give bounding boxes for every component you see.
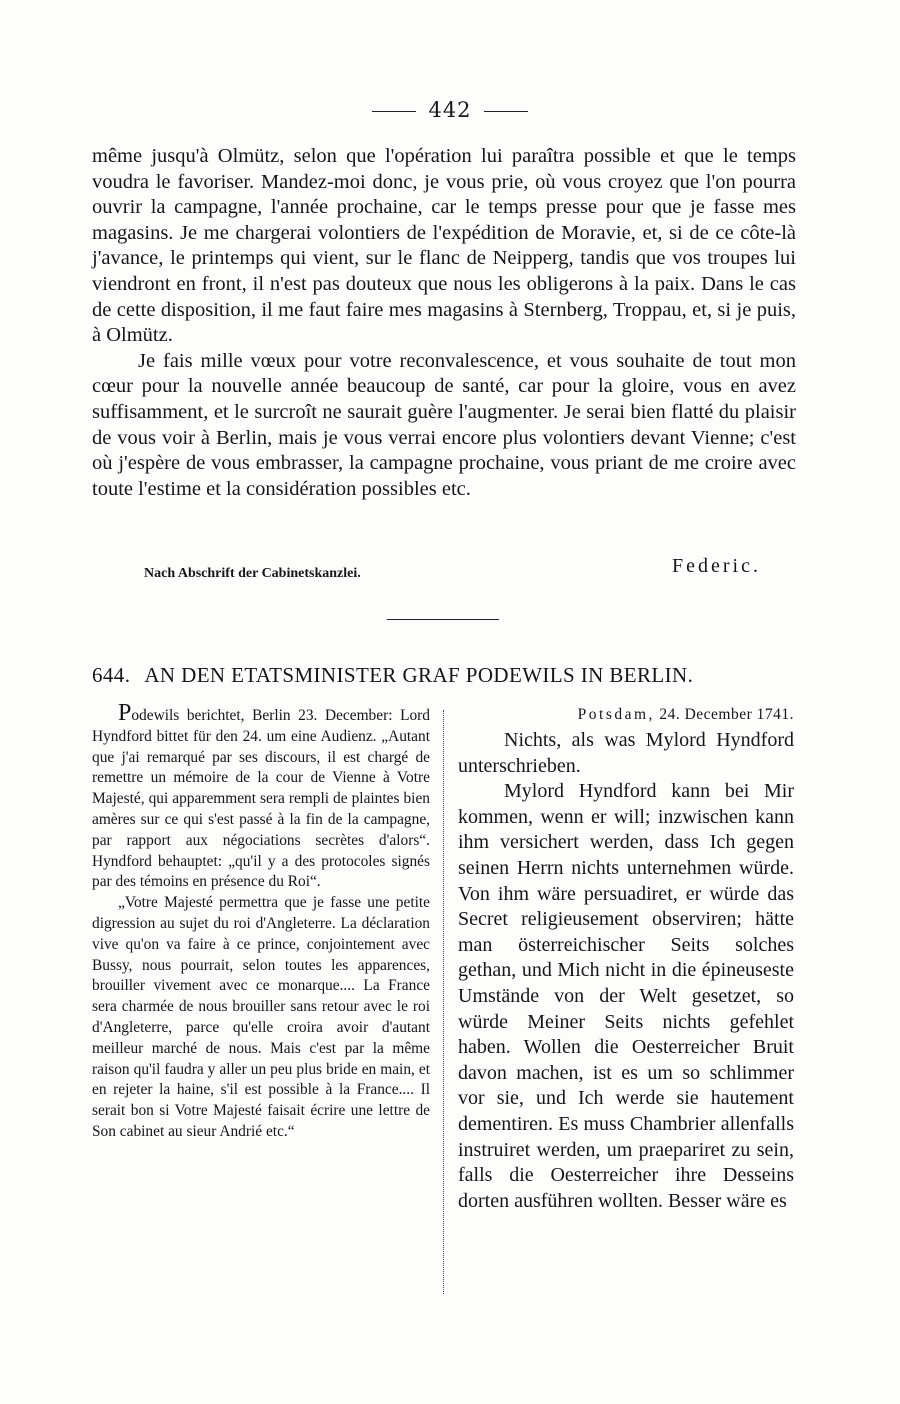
section-divider: [387, 619, 499, 620]
letter-paragraph-1: même jusqu'à Olmütz, selon que l'opération lui paraîtra possible et que le temps voudra le favoriser. Mandez-moi donc, je vous prie, où vous croyez que l'on pourra ouvrir la campagne, l'année prochaine, car le temps presse pour que je fasse mes magasins. Je me chargerai volontiers de l'expédition de Moravie, et, si de ce côte-là j'avance, le printemps qui vient, sur le flanc de Neipperg, tandis que vos troupes lui viendront en front, il n'est pas douteux que nous les obligerons à la paix. Dans le cas de cette disposition, il me faut faire mes magasins à Sternberg, Troppau, et, si je puis, à Olmütz.: [92, 145, 796, 347]
source-note: Nach Abschrift der Cabinetskanzlei.: [144, 566, 361, 581]
summary-paragraph-2: „Votre Majesté permettra que je fasse une petite digression au sujet du roi d'Angleterre. La déclaration vive qu'on va faire à ce prince, conjointement avec Bussy, nous pourrait, selon toutes les apparences, brouiller vivement avec ce monarque.... La France sera charmée de nous brouiller sans retour avec le roi d'Angleterre, parce qu'elle croira avoir d'autant meilleur marché de nous. Mais c'est par la même raison qu'il faudra y aller un peu plus bride en main, et en rejeter la haine, s'il est possible à la France.... Il serait bon si Votre Majesté faisait écrire une lettre de Son cabinet au sieur Andrié etc.“: [92, 894, 430, 1140]
dateline: [458, 702, 794, 728]
reply-paragraph-1: Nichts, als was Mylord Hyndford unterschrieben.: [458, 729, 794, 777]
signature: Federic.: [672, 555, 761, 577]
letter-paragraph-2: Je fais mille vœux pour votre reconvalescence, et vous souhaite de tout mon cœur pour la nouvelle année beaucoup de santé, car pour la gloire, vous en avez suffisamment, et le surcroît ne saurait guère l'augmenter. Je serai bien flatté du plaisir de vous voir à Berlin, mais je vous verrai encore plus volontiers devant Vienne; c'est où j'espère de vous embrasser, la campagne prochaine, vous priant de me croire avec toute l'estime et la considération possibles etc.: [92, 349, 796, 500]
summary-paragraph-1-text: odewils berichtet, Berlin 23. December: Lord Hyndford bittet für den 24. um eine Audienz. „Autant que j'ai remarqué par ses discours, il est chargé de remettre un mémoire de la cour de Vienne à Votre Majesté, qui apparemment sera rempli de plaintes bien amères sur ce qui s'est passé à la fin de la campagne, par rapport aux négociations secrètes d'alors“. Hyndford behauptet: „qu'il y a des protocoles signés par des témoins en présence du Roi“.: [92, 707, 430, 891]
dateline-date: 24. December 1741.: [659, 706, 794, 723]
page-number-dash-right: [484, 111, 528, 112]
reply-paragraph-2: Mylord Hyndford kann bei Mir kommen, wenn er will; inzwischen kann ihm versichert werden, dass Ich gegen seinen Herrn nichts unternehmen würde. Von ihm wäre persuadiret, er würde das Secret religieusement observiren; hätte man österreichischer Seits solches gethan, und Mich nicht in die épineuseste Umstände von der Welt gesetzet, so würde Meiner Seits nichts gefehlet haben. Wollen die Oesterreicher Bruit davon machen, ist es um so schlimmer vor sie, und Ich werde sie hautement dementiren. Es muss Chambrier allenfalls instruiret werden, um praepariret zu sein, falls die Oesterreicher ihre Desseins dorten ausführen wollten. Besser wäre es: [458, 780, 794, 1212]
reply-column: [458, 702, 794, 1214]
document-title: AN DEN ETATSMINISTER GRAF PODEWILS IN BERLIN.: [144, 663, 694, 687]
letter-continuation: [92, 144, 796, 502]
page-number-dash-left: [372, 111, 416, 112]
document-number: 644.: [92, 663, 131, 687]
summary-paragraph-1: [92, 700, 430, 893]
document-heading: [92, 663, 796, 688]
page-number-text: 442: [428, 98, 472, 122]
column-separator: [443, 710, 444, 1294]
page-number: [0, 98, 900, 122]
dateline-place: Potsdam,: [577, 706, 655, 723]
summary-initial: P: [118, 700, 132, 726]
summary-column: [92, 700, 430, 1143]
